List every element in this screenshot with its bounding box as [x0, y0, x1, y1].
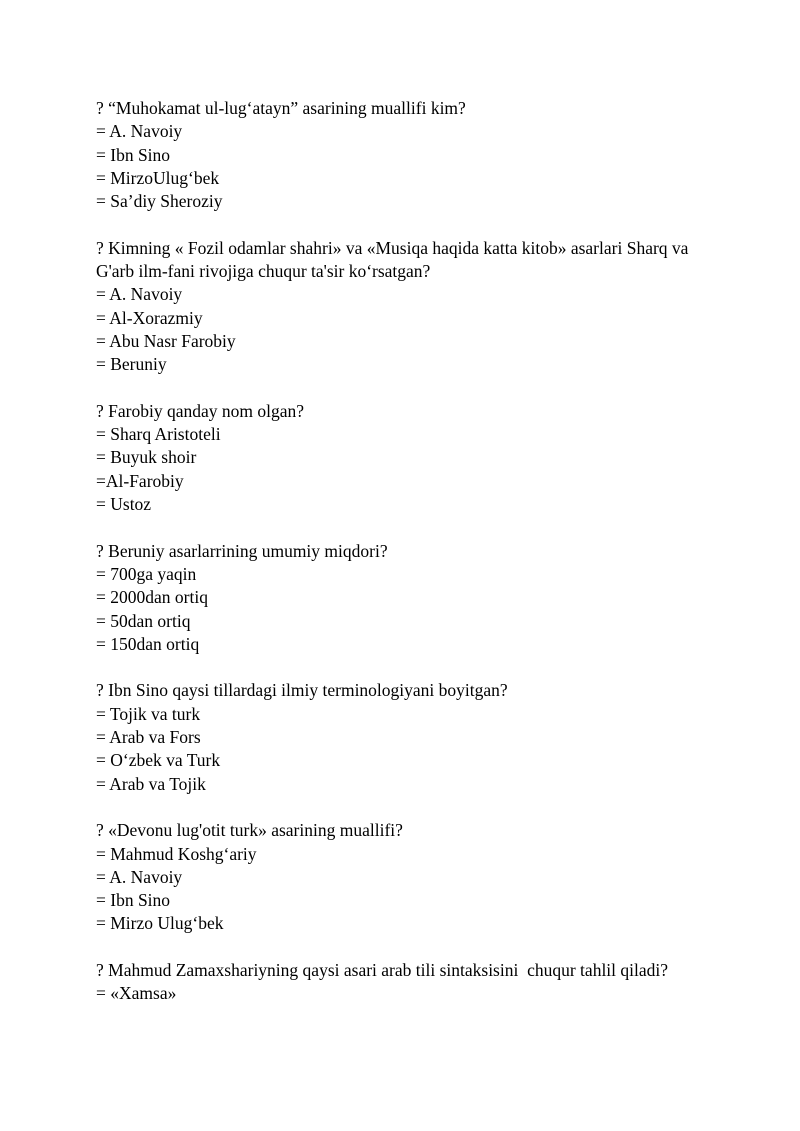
- question-text: ? Ibn Sino qaysi tillardagi ilmiy terminologiyani boyitgan?: [96, 680, 508, 701]
- answer-option: = Ibn Sino: [96, 144, 171, 165]
- question-text: ? “Muhokamat ul-lug‘atayn” asarining muallifi kim?: [96, 98, 466, 118]
- question-text: ? Mahmud Zamaxshariyning qaysi asari arab tili sintaksisini chuqur tahlil qiladi?: [96, 959, 669, 980]
- answer-option: = A. Navoiy: [96, 866, 183, 887]
- question-block-4: [96, 540, 716, 656]
- answer-option: = Sharq Aristoteli: [96, 424, 221, 445]
- answer-option: = Arab va Fors: [96, 727, 201, 748]
- question-block-5: [96, 679, 716, 795]
- answer-option: = 50dan ortiq: [96, 610, 191, 631]
- answer-option: = Mahmud Koshg‘ariy: [96, 843, 257, 864]
- answer-option: = «Xamsa»: [96, 983, 177, 1004]
- question-block-1: [96, 97, 716, 213]
- answer-option: = O‘zbek va Turk: [96, 750, 221, 771]
- question-block-3: [96, 400, 716, 516]
- question-text: ? «Devonu lug'otit turk» asarining muallifi?: [96, 820, 403, 841]
- answer-option: = Tojik va turk: [96, 703, 201, 724]
- document-page: [96, 97, 716, 1029]
- answer-option: = Ibn Sino: [96, 890, 171, 911]
- question-block-7: [96, 959, 716, 1006]
- question-text: ? Farobiy qanday nom olgan?: [96, 400, 305, 421]
- answer-option: = Ustoz: [96, 494, 152, 515]
- answer-option: = Beruniy: [96, 354, 167, 375]
- answer-option: = 150dan ortiq: [96, 633, 200, 654]
- answer-option: = A. Navoiy: [96, 121, 183, 142]
- answer-option: = Buyuk shoir: [96, 447, 197, 468]
- answer-option: = Abu Nasr Farobiy: [96, 330, 236, 351]
- question-block-2: [96, 237, 716, 377]
- question-block-6: [96, 819, 716, 935]
- question-text: ? Beruniy asarlarrining umumiy miqdori?: [96, 540, 388, 561]
- answer-option: = Sa’diy Sheroziy: [96, 191, 223, 212]
- question-text: ? Kimning « Fozil odamlar shahri» va «Musiqa haqida katta kitob» asarlari Sharq va G'arb ilm-fani rivojiga chuqur ta'sir ko‘rsatgan?: [96, 237, 693, 282]
- answer-option: = Arab va Tojik: [96, 773, 206, 794]
- answer-option: = A. Navoiy: [96, 284, 183, 305]
- answer-option: = Mirzo Ulug‘bek: [96, 913, 224, 934]
- answer-option: =Al-Farobiy: [96, 470, 184, 491]
- answer-option: = 2000dan ortiq: [96, 587, 208, 608]
- answer-option: = MirzoUlug‘bek: [96, 167, 220, 188]
- answer-option: = Al-Xorazmiy: [96, 307, 203, 328]
- answer-option: = 700ga yaqin: [96, 563, 197, 584]
